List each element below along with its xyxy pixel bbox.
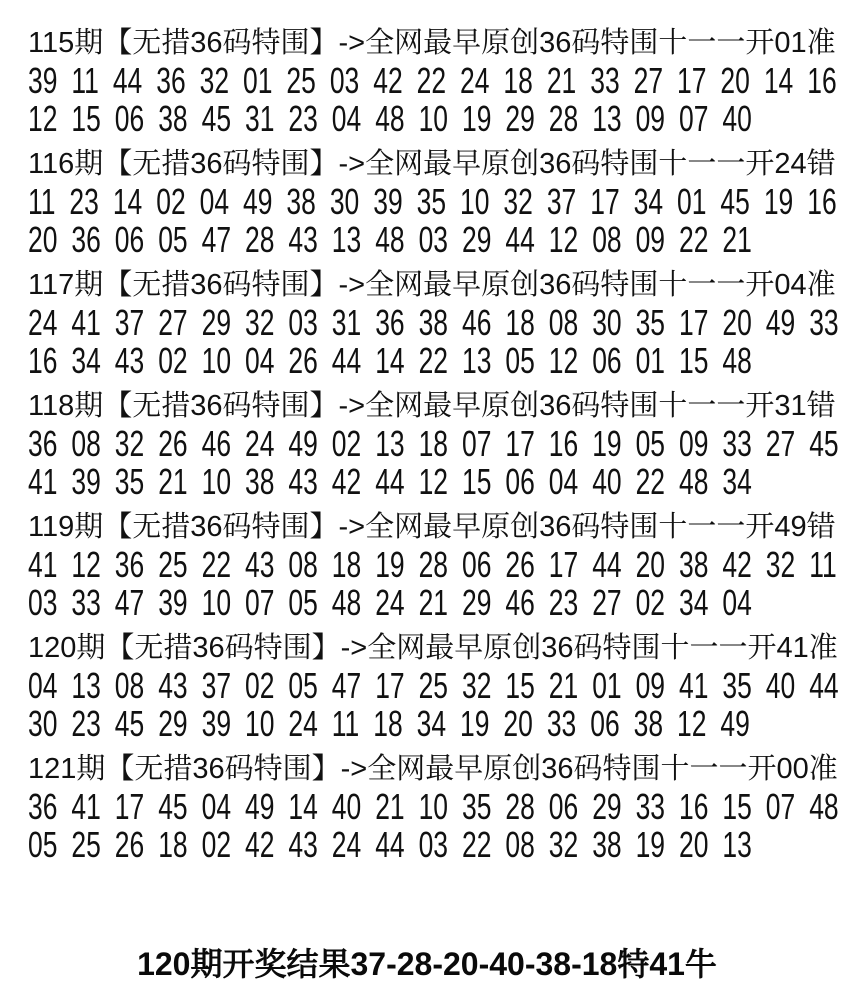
number-cell: 07 <box>678 98 709 139</box>
number-cell: 25 <box>158 544 188 585</box>
number-cell: 18 <box>373 703 403 744</box>
prediction-header: 115期【无措36码特围】->全网最早原创36码特围十一一开01准 <box>28 27 836 59</box>
number-cell: 31 <box>244 98 275 139</box>
number-row <box>28 544 837 585</box>
number-cell: 09 <box>635 219 666 260</box>
number-cell: 11 <box>331 703 360 744</box>
number-cell: 28 <box>548 98 579 139</box>
number-row <box>28 423 839 464</box>
number-cell: 09 <box>635 665 666 706</box>
number-cell: 30 <box>28 703 58 744</box>
number-cell: 38 <box>158 98 188 139</box>
number-cell: 02 <box>244 665 275 706</box>
prediction-block <box>28 750 854 864</box>
number-cell: 49 <box>720 703 750 744</box>
number-cell: 04 <box>28 665 58 706</box>
number-cell: 23 <box>288 98 318 139</box>
number-cell: 02 <box>635 582 666 623</box>
number-cell: 04 <box>201 786 232 827</box>
number-row <box>28 60 837 101</box>
number-cell: 24 <box>331 824 362 865</box>
number-cell: 24 <box>288 703 318 744</box>
number-cell: 05 <box>505 340 535 381</box>
number-cell: 35 <box>416 181 447 222</box>
number-cell: 08 <box>592 219 622 260</box>
number-cell: 37 <box>114 302 145 343</box>
prediction-block <box>28 145 854 259</box>
number-cell: 43 <box>288 461 318 502</box>
number-cell: 38 <box>592 824 622 865</box>
draw-result-line: 120期开奖结果37-28-20-40-38-18特41牛 <box>137 946 717 982</box>
number-cell: 23 <box>548 582 579 623</box>
number-row <box>28 302 839 343</box>
number-cell: 12 <box>548 219 579 260</box>
number-cell: 04 <box>331 98 362 139</box>
number-row <box>28 98 752 139</box>
number-cell: 45 <box>201 98 232 139</box>
number-cell: 22 <box>416 60 447 101</box>
prediction-block <box>28 387 854 501</box>
number-cell: 06 <box>505 461 535 502</box>
number-cell: 03 <box>418 824 449 865</box>
number-cell: 40 <box>765 665 796 706</box>
number-cell: 01 <box>592 665 622 706</box>
number-cell: 15 <box>71 98 101 139</box>
number-cell: 24 <box>244 423 275 464</box>
number-cell: 06 <box>461 544 492 585</box>
number-cell: 08 <box>71 423 101 464</box>
prediction-header: 117期【无措36码特围】->全网最早原创36码特围十一一开04准 <box>28 269 836 301</box>
number-cell: 39 <box>28 60 58 101</box>
number-cell: 24 <box>460 60 490 101</box>
number-cell: 03 <box>28 582 58 623</box>
number-cell: 42 <box>244 824 275 865</box>
number-cell: 35 <box>722 665 752 706</box>
number-cell: 08 <box>505 824 535 865</box>
number-cell: 39 <box>373 181 403 222</box>
number-cell: 17 <box>114 786 145 827</box>
number-cell: 23 <box>71 703 101 744</box>
number-cell: 18 <box>503 60 533 101</box>
number-cell: 20 <box>503 703 533 744</box>
number-cell: 41 <box>28 461 58 502</box>
number-cell: 18 <box>158 824 188 865</box>
number-cell: 18 <box>418 423 449 464</box>
number-cell: 33 <box>590 60 620 101</box>
number-cell: 10 <box>244 703 275 744</box>
number-cell: 47 <box>331 665 362 706</box>
number-cell: 34 <box>633 181 664 222</box>
number-cell: 47 <box>114 582 145 623</box>
prediction-block <box>28 629 854 743</box>
number-cell: 36 <box>375 302 405 343</box>
number-cell: 38 <box>678 544 709 585</box>
number-cell: 12 <box>548 340 579 381</box>
number-cell: 41 <box>28 544 58 585</box>
number-cell: 33 <box>71 582 101 623</box>
number-cell: 14 <box>288 786 318 827</box>
number-cell: 07 <box>244 582 275 623</box>
number-cell: 27 <box>158 302 188 343</box>
number-cell: 13 <box>71 665 101 706</box>
number-cell: 12 <box>71 544 101 585</box>
number-cell: 26 <box>114 824 145 865</box>
number-cell: 20 <box>28 219 58 260</box>
number-cell: 28 <box>418 544 449 585</box>
number-cell: 45 <box>114 703 145 744</box>
number-cell: 46 <box>505 582 535 623</box>
prediction-block <box>28 266 854 380</box>
number-cell: 10 <box>201 461 232 502</box>
number-cell: 45 <box>158 786 188 827</box>
number-cell: 49 <box>765 302 796 343</box>
number-cell: 15 <box>505 665 535 706</box>
number-cell: 36 <box>28 423 58 464</box>
number-cell: 06 <box>548 786 579 827</box>
number-cell: 18 <box>331 544 362 585</box>
number-cell: 04 <box>548 461 579 502</box>
number-cell: 03 <box>288 302 318 343</box>
number-cell: 07 <box>765 786 796 827</box>
number-cell: 17 <box>375 665 405 706</box>
number-cell: 43 <box>158 665 188 706</box>
number-cell: 14 <box>375 340 405 381</box>
number-cell: 32 <box>548 824 579 865</box>
number-cell: 16 <box>678 786 709 827</box>
number-cell: 28 <box>244 219 275 260</box>
number-cell: 16 <box>807 60 837 101</box>
number-cell: 15 <box>678 340 709 381</box>
number-cell: 21 <box>546 60 577 101</box>
number-cell: 03 <box>329 60 360 101</box>
number-cell: 19 <box>592 423 622 464</box>
number-cell: 45 <box>720 181 750 222</box>
number-cell: 01 <box>677 181 707 222</box>
number-cell: 35 <box>114 461 145 502</box>
number-cell: 29 <box>158 703 188 744</box>
number-cell: 04 <box>199 181 230 222</box>
number-cell: 32 <box>244 302 275 343</box>
number-cell: 48 <box>375 98 405 139</box>
number-cell: 27 <box>592 582 622 623</box>
number-cell: 10 <box>201 582 232 623</box>
number-cell: 06 <box>590 703 620 744</box>
number-cell: 49 <box>244 786 275 827</box>
number-cell: 02 <box>156 181 186 222</box>
number-row <box>28 582 752 623</box>
prediction-header: 121期【无措36码特围】->全网最早原创36码特围十一一开00准 <box>28 753 838 785</box>
number-cell: 30 <box>329 181 360 222</box>
number-cell: 32 <box>114 423 145 464</box>
number-cell: 48 <box>722 340 752 381</box>
number-cell: 05 <box>158 219 188 260</box>
number-cell: 21 <box>418 582 449 623</box>
number-cell: 02 <box>201 824 232 865</box>
number-cell: 11 <box>71 60 99 101</box>
number-cell: 06 <box>592 340 622 381</box>
prediction-block <box>28 508 854 622</box>
number-cell: 16 <box>807 181 837 222</box>
number-cell: 38 <box>244 461 275 502</box>
number-cell: 06 <box>114 219 145 260</box>
number-cell: 21 <box>722 219 752 260</box>
prediction-block <box>28 24 854 138</box>
number-cell: 07 <box>461 423 492 464</box>
number-cell: 05 <box>288 582 318 623</box>
number-cell: 27 <box>765 423 796 464</box>
number-cell: 34 <box>678 582 709 623</box>
number-cell: 16 <box>548 423 579 464</box>
number-cell: 28 <box>505 786 535 827</box>
number-cell: 16 <box>28 340 58 381</box>
number-cell: 11 <box>809 544 837 585</box>
number-cell: 05 <box>28 824 58 865</box>
number-cell: 45 <box>809 423 839 464</box>
number-cell: 08 <box>548 302 579 343</box>
number-row <box>28 786 839 827</box>
number-cell: 21 <box>158 461 188 502</box>
number-cell: 05 <box>288 665 318 706</box>
number-cell: 48 <box>375 219 405 260</box>
number-cell: 44 <box>375 461 405 502</box>
number-cell: 27 <box>633 60 664 101</box>
number-cell: 13 <box>375 423 405 464</box>
number-cell: 20 <box>678 824 709 865</box>
number-cell: 18 <box>505 302 535 343</box>
number-cell: 49 <box>288 423 318 464</box>
number-cell: 19 <box>763 181 794 222</box>
number-cell: 32 <box>765 544 796 585</box>
prediction-header: 116期【无措36码特围】->全网最早原创36码特围十一一开24错 <box>28 148 836 180</box>
number-cell: 36 <box>156 60 186 101</box>
number-cell: 32 <box>503 181 533 222</box>
number-cell: 26 <box>505 544 535 585</box>
number-cell: 38 <box>418 302 449 343</box>
number-cell: 13 <box>331 219 362 260</box>
number-cell: 33 <box>809 302 839 343</box>
number-cell: 22 <box>635 461 666 502</box>
number-row <box>28 665 839 706</box>
number-cell: 42 <box>373 60 403 101</box>
number-cell: 19 <box>461 98 492 139</box>
number-cell: 43 <box>288 824 318 865</box>
number-cell: 02 <box>331 423 362 464</box>
number-cell: 10 <box>418 98 449 139</box>
number-cell: 40 <box>722 98 752 139</box>
number-cell: 46 <box>201 423 232 464</box>
number-cell: 33 <box>546 703 577 744</box>
number-cell: 10 <box>201 340 232 381</box>
number-cell: 17 <box>678 302 709 343</box>
number-cell: 12 <box>677 703 707 744</box>
number-cell: 47 <box>201 219 232 260</box>
number-cell: 26 <box>288 340 318 381</box>
number-cell: 32 <box>199 60 230 101</box>
number-row <box>28 703 750 744</box>
number-cell: 19 <box>635 824 666 865</box>
number-cell: 25 <box>71 824 101 865</box>
number-cell: 15 <box>722 786 752 827</box>
number-cell: 29 <box>461 219 492 260</box>
number-cell: 31 <box>331 302 362 343</box>
number-cell: 42 <box>722 544 752 585</box>
number-cell: 09 <box>678 423 709 464</box>
prediction-header: 120期【无措36码特围】->全网最早原创36码特围十一一开41准 <box>28 632 838 664</box>
number-cell: 37 <box>201 665 232 706</box>
number-cell: 13 <box>461 340 492 381</box>
number-cell: 32 <box>461 665 492 706</box>
number-cell: 41 <box>678 665 709 706</box>
number-cell: 29 <box>461 582 492 623</box>
number-cell: 34 <box>71 340 101 381</box>
number-cell: 36 <box>114 544 145 585</box>
number-row <box>28 461 752 502</box>
number-cell: 22 <box>461 824 492 865</box>
number-row <box>28 824 752 865</box>
number-cell: 44 <box>331 340 362 381</box>
number-cell: 01 <box>243 60 273 101</box>
number-cell: 12 <box>28 98 58 139</box>
number-cell: 34 <box>722 461 752 502</box>
number-cell: 21 <box>375 786 405 827</box>
number-cell: 17 <box>677 60 707 101</box>
number-cell: 43 <box>114 340 145 381</box>
number-cell: 33 <box>722 423 752 464</box>
number-cell: 09 <box>635 98 666 139</box>
number-cell: 49 <box>243 181 273 222</box>
number-cell: 20 <box>722 302 752 343</box>
number-cell: 22 <box>201 544 232 585</box>
number-cell: 03 <box>418 219 449 260</box>
number-cell: 29 <box>592 786 622 827</box>
number-cell: 04 <box>244 340 275 381</box>
number-cell: 35 <box>635 302 666 343</box>
number-cell: 25 <box>286 60 316 101</box>
number-cell: 34 <box>416 703 447 744</box>
number-cell: 15 <box>461 461 492 502</box>
number-cell: 13 <box>722 824 752 865</box>
number-cell: 44 <box>375 824 405 865</box>
number-cell: 41 <box>71 786 101 827</box>
number-cell: 24 <box>28 302 58 343</box>
number-cell: 44 <box>505 219 535 260</box>
number-cell: 17 <box>548 544 579 585</box>
number-cell: 01 <box>635 340 666 381</box>
number-cell: 04 <box>722 582 752 623</box>
number-cell: 46 <box>461 302 492 343</box>
number-cell: 38 <box>633 703 664 744</box>
number-cell: 44 <box>592 544 622 585</box>
number-cell: 08 <box>114 665 145 706</box>
number-cell: 20 <box>720 60 750 101</box>
number-cell: 26 <box>158 423 188 464</box>
number-cell: 33 <box>635 786 666 827</box>
number-cell: 06 <box>114 98 145 139</box>
number-cell: 22 <box>418 340 449 381</box>
number-cell: 48 <box>678 461 709 502</box>
prediction-header: 119期【无措36码特围】->全网最早原创36码特围十一一开49错 <box>28 511 836 543</box>
number-cell: 20 <box>635 544 666 585</box>
number-cell: 08 <box>288 544 318 585</box>
number-cell: 38 <box>286 181 316 222</box>
number-cell: 19 <box>375 544 405 585</box>
number-cell: 42 <box>331 461 362 502</box>
number-cell: 37 <box>546 181 577 222</box>
number-cell: 23 <box>69 181 99 222</box>
number-cell: 14 <box>763 60 794 101</box>
number-cell: 17 <box>590 181 620 222</box>
number-cell: 44 <box>112 60 143 101</box>
number-cell: 14 <box>112 181 143 222</box>
number-cell: 30 <box>592 302 622 343</box>
number-cell: 17 <box>505 423 535 464</box>
prediction-header: 118期【无措36码特围】->全网最早原创36码特围十一一开31错 <box>28 390 836 422</box>
number-cell: 35 <box>461 786 492 827</box>
number-cell: 39 <box>71 461 101 502</box>
number-cell: 43 <box>244 544 275 585</box>
number-cell: 05 <box>635 423 666 464</box>
number-cell: 11 <box>28 181 56 222</box>
number-cell: 39 <box>158 582 188 623</box>
number-row <box>28 219 752 260</box>
number-cell: 36 <box>28 786 58 827</box>
number-cell: 29 <box>201 302 232 343</box>
number-cell: 02 <box>158 340 188 381</box>
number-cell: 36 <box>71 219 101 260</box>
number-cell: 41 <box>71 302 101 343</box>
number-cell: 25 <box>418 665 449 706</box>
number-cell: 10 <box>418 786 449 827</box>
number-cell: 29 <box>505 98 535 139</box>
number-cell: 43 <box>288 219 318 260</box>
number-cell: 10 <box>460 181 490 222</box>
number-cell: 40 <box>331 786 362 827</box>
number-cell: 48 <box>809 786 839 827</box>
number-cell: 12 <box>418 461 449 502</box>
number-row <box>28 181 837 222</box>
number-cell: 40 <box>592 461 622 502</box>
number-cell: 44 <box>809 665 839 706</box>
number-cell: 19 <box>460 703 490 744</box>
number-cell: 48 <box>331 582 362 623</box>
number-cell: 13 <box>592 98 622 139</box>
number-row <box>28 340 752 381</box>
number-cell: 22 <box>678 219 709 260</box>
number-cell: 39 <box>201 703 232 744</box>
number-cell: 24 <box>375 582 405 623</box>
number-cell: 21 <box>548 665 579 706</box>
